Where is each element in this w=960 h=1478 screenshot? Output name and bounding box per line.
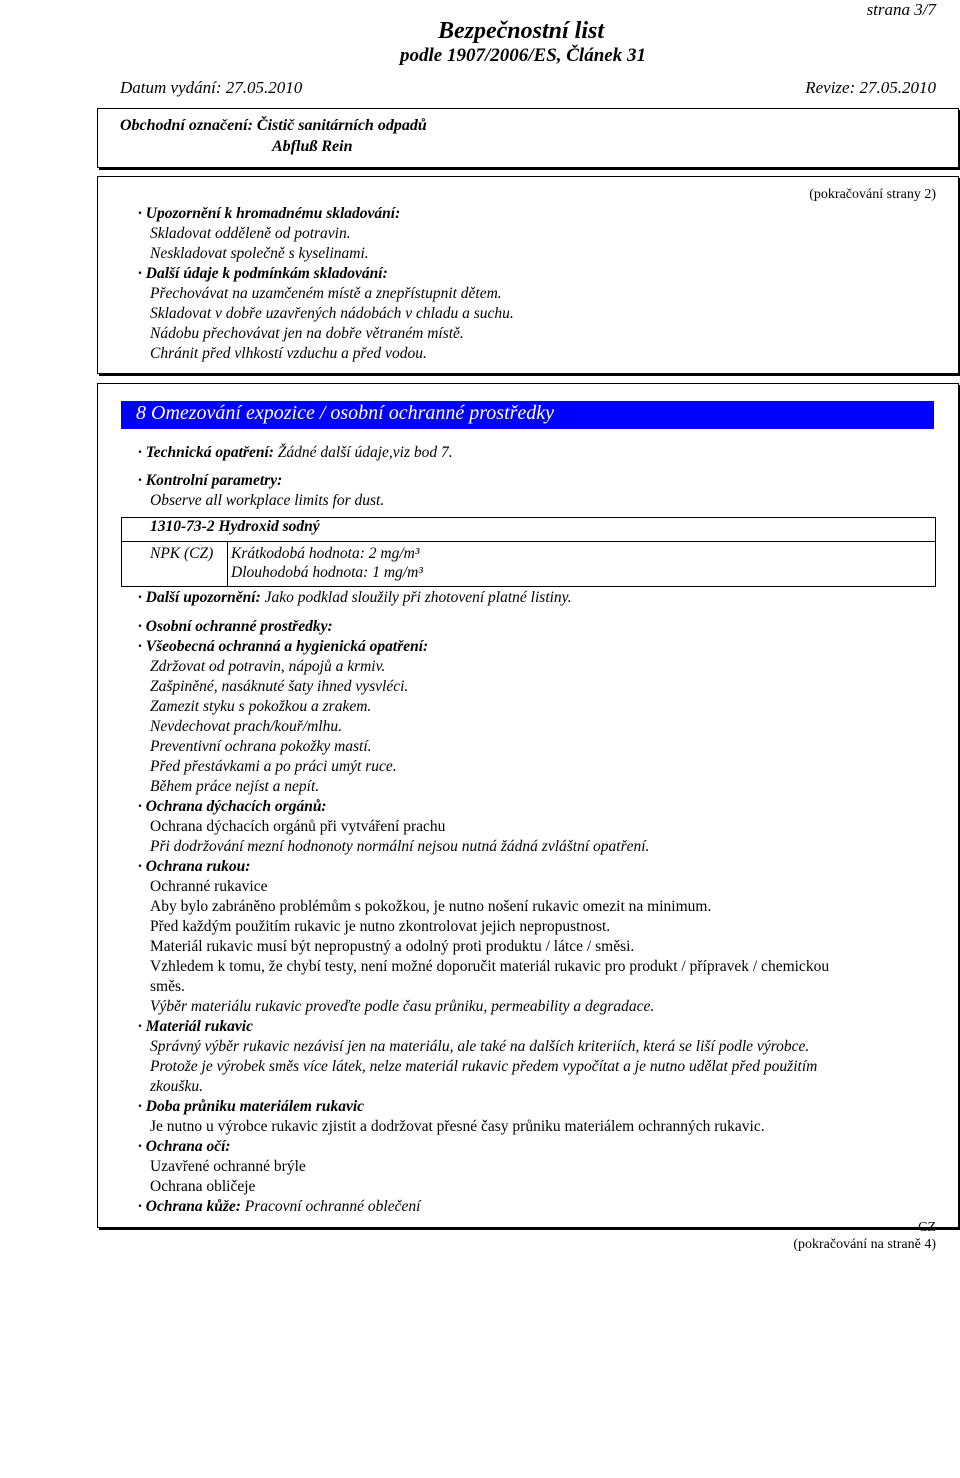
penetration-time-heading: · Doba průniku materiálem rukavic — [138, 1098, 365, 1115]
technical-value: Žádné další údaje,viz bod 7. — [273, 444, 453, 461]
document-subtitle: podle 1907/2006/ES, Článek 31 — [400, 45, 646, 66]
respiratory-line: Při dodržování mezní hodnonoty normální nejsou nutná žádná zvláštní opatření. — [150, 838, 650, 855]
storage-line: Chránit před vlhkostí vzduchu a před vodou. — [150, 345, 427, 362]
long-term-limit: Dlouhodobá hodnota: 1 mg/m³ — [231, 564, 423, 581]
glove-material-line: Protože je výrobek směs více látek, nelze materiál rukavic předem vypočítat a je nutno udělat před použitím — [150, 1058, 818, 1075]
language-code: CZ — [918, 1220, 936, 1235]
hand-protection-line: Před každým použitím rukavic je nutno zkontrolovat jejich nepropustnost. — [150, 918, 611, 935]
storage-line: Přechovávat na uzamčeném místě a znepřístupnit dětem. — [150, 285, 502, 302]
hygiene-heading: · Všeobecná ochranná a hygienická opatření: — [138, 638, 429, 655]
hand-protection-heading: · Ochrana rukou: — [138, 858, 251, 875]
respiratory-heading: · Ochrana dýchacích orgánů: — [138, 798, 327, 815]
hygiene-line: Zamezit styku s pokožkou a zrakem. — [150, 698, 372, 715]
hygiene-line: Preventivní ochrana pokožky mastí. — [150, 738, 372, 755]
technical-measures — [138, 444, 453, 462]
hygiene-line: Před přestávkami a po práci umýt ruce. — [150, 758, 397, 775]
ppe-heading: · Osobní ochranné prostředky: — [138, 618, 333, 635]
technical-label: · Technická opatření: — [138, 444, 274, 461]
penetration-time-line: Je nutno u výrobce rukavic zjistit a dodržovat přesné časy průniku materiálem ochranných rukavic. — [150, 1118, 765, 1135]
control-parameters-label: · Kontrolní parametry: — [138, 472, 283, 489]
skin-protection-value: Pracovní ochranné oblečení — [240, 1198, 421, 1215]
substance-name: 1310-73-2 Hydroxid sodný — [150, 518, 320, 535]
storage-line: Nádobu přechovávat jen na dobře větraném místě. — [150, 325, 464, 342]
table-column-divider — [227, 541, 228, 586]
storage-line: Neskladovat společně s kyselinami. — [150, 245, 369, 262]
hand-protection-line: směs. — [150, 978, 185, 995]
continued-on: (pokračování na straně 4) — [793, 1237, 936, 1252]
hygiene-line: Zdržovat od potravin, nápojů a krmiv. — [150, 658, 386, 675]
glove-material-line: zkoušku. — [150, 1078, 203, 1095]
hygiene-line: Během práce nejíst a nepít. — [150, 778, 320, 795]
hand-protection-line: Výběr materiálu rukavic proveďte podle času průniku, permeability a degradace. — [150, 998, 655, 1015]
hand-protection-line: Ochranné rukavice — [150, 878, 268, 895]
hygiene-line: Zašpiněné, nasáknuté šaty ihned vysvléci. — [150, 678, 409, 695]
respiratory-line: Ochrana dýchacích orgánů při vytváření prachu — [150, 818, 446, 835]
hand-protection-line: Materiál rukavic musí být nepropustný a odolný proti produktu / látce / směsi. — [150, 938, 635, 955]
trade-name-value: Abfluß Rein — [272, 138, 353, 155]
trade-name-label: Obchodní označení: Čistič sanitárních odpadů — [120, 117, 427, 134]
revision-date: Revize: 27.05.2010 — [805, 78, 936, 97]
skin-protection — [138, 1198, 420, 1216]
hand-protection-line: Aby bylo zabráněno problémům s pokožkou, je nutno nošení rukavic omezit na minimum. — [150, 898, 712, 915]
eye-protection-line: Uzavřené ochranné brýle — [150, 1158, 306, 1175]
eye-protection-heading: · Ochrana očí: — [138, 1138, 231, 1155]
table-divider — [121, 541, 935, 542]
section-8-header — [121, 401, 934, 429]
storage-line: Skladovat odděleně od potravin. — [150, 225, 351, 242]
skin-protection-label: · Ochrana kůže: — [138, 1198, 241, 1215]
additional-note — [138, 589, 572, 607]
issue-date: Datum vydání: 27.05.2010 — [120, 78, 303, 97]
document-title: Bezpečnostní list — [438, 18, 605, 44]
control-parameters-value: Observe all workplace limits for dust. — [150, 492, 385, 509]
additional-note-value: Jako podklad sloužily při zhotovení platné listiny. — [260, 589, 572, 606]
storage-heading-bulk: · Upozornění k hromadnému skladování: — [138, 205, 401, 222]
hygiene-line: Nevdechovat prach/kouř/mlhu. — [150, 718, 342, 735]
short-term-limit: Krátkodobá hodnota: 2 mg/m³ — [231, 545, 420, 562]
eye-protection-line: Ochrana obličeje — [150, 1178, 256, 1195]
page-number: strana 3/7 — [866, 0, 936, 19]
regulation-code: NPK (CZ) — [150, 545, 214, 562]
storage-line: Skladovat v dobře uzavřených nádobách v chladu a suchu. — [150, 305, 514, 322]
glove-material-heading: · Materiál rukavic — [138, 1018, 253, 1035]
glove-material-line: Správný výběr rukavic nezávisí jen na materiálu, ale také na dalších kriteriích, která se liší podle výrobce. — [150, 1038, 810, 1055]
section-8-title: 8 Omezování expozice / osobní ochranné prostředky — [136, 402, 555, 424]
additional-note-label: · Další upozornění: — [138, 589, 261, 606]
hand-protection-line: Vzhledem k tomu, že chybí testy, není možné doporučit materiál rukavic pro produkt / přípravek / chemickou — [150, 958, 830, 975]
storage-heading-other: · Další údaje k podmínkám skladování: — [138, 265, 388, 282]
continued-from: (pokračování strany 2) — [809, 187, 936, 202]
